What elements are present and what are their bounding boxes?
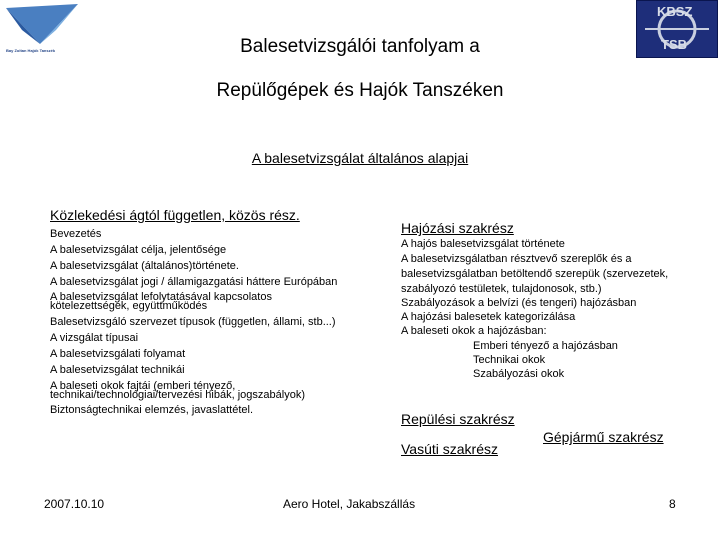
railway-heading: Vasúti szakrész — [401, 441, 498, 457]
left-item-safety: Biztonságtechnikai elemzés, javaslattétel. — [50, 404, 253, 416]
title-line-1: Balesetvizsgálói tanfolyam a — [240, 36, 480, 57]
left-item-obligations-2: kötelezettségek, együttműködés — [50, 300, 208, 312]
right-item-causes: A baleseti okok a hajózásban: — [401, 325, 547, 337]
left-item-causes-2: technikai/technológiai/tervezési hibák, jogszabályok) — [50, 389, 305, 401]
logo-left-text: Bay Zoltan Hajók Tanszék — [6, 48, 56, 53]
left-item-types: A vizsgálat típusai — [50, 332, 139, 344]
left-heading: Közlekedési ágtól független, közös rész. — [50, 207, 300, 223]
left-item-causes-1: A baleseti okok fajtái (emberi tényező, — [50, 380, 236, 392]
right-subitem-human: Emberi tényező a hajózásban — [473, 340, 618, 352]
logo-kbsz-text: KBSZ — [657, 4, 693, 19]
left-item-purpose: A balesetvizsgálat célja, jelentősége — [50, 244, 227, 256]
right-subitem-regulatory: Szabályozási okok — [473, 368, 565, 380]
left-item-obligations-1: A balesetvizsgálat lefolytatásával kapcsolatos — [50, 291, 272, 303]
left-item-process: A balesetvizsgálati folyamat — [50, 348, 186, 360]
right-item-categories: A hajózási balesetek kategorizálása — [401, 311, 576, 323]
right-item-actors-1: A balesetvizsgálatban résztvevő szereplők és a — [401, 253, 632, 265]
left-item-techniques: A balesetvizsgálat technikái — [50, 364, 185, 376]
title-line-2: Repülőgépek és Hajók Tanszéken — [216, 80, 504, 101]
right-heading-maritime: Hajózási szakrész — [401, 220, 514, 236]
logo-tsb-text: TSB — [661, 37, 687, 52]
aviation-heading: Repülési szakrész — [401, 411, 515, 427]
vehicle-heading: Gépjármű szakrész — [543, 429, 664, 445]
right-item-actors-2: balesetvizsgálatban betöltendő szerepük (szervezetek, — [401, 268, 669, 280]
left-item-intro: Bevezetés — [50, 228, 102, 240]
left-item-org-types: Balesetvizsgáló szervezet típusok (független, állami, stb...) — [50, 316, 336, 328]
footer-venue: Aero Hotel, Jakabszállás — [283, 497, 416, 511]
footer-date: 2007.10.10 — [44, 497, 105, 511]
page-subtitle: A balesetvizsgálat általános alapjai — [251, 150, 469, 166]
left-item-legal: A balesetvizsgálat jogi / államigazgatási háttere Európában — [50, 276, 338, 288]
right-item-regulations: Szabályozások a belvízi (és tengeri) hajózásban — [401, 297, 637, 309]
footer-page-number: 8 — [669, 497, 676, 511]
right-subitem-technical: Technikai okok — [473, 354, 546, 366]
left-item-history: A balesetvizsgálat (általános)története. — [50, 260, 239, 272]
right-item-actors-3: szabályozó testületek, tulajdonosok, stb.) — [401, 283, 602, 295]
right-item-history: A hajós balesetvizsgálat története — [401, 238, 565, 250]
